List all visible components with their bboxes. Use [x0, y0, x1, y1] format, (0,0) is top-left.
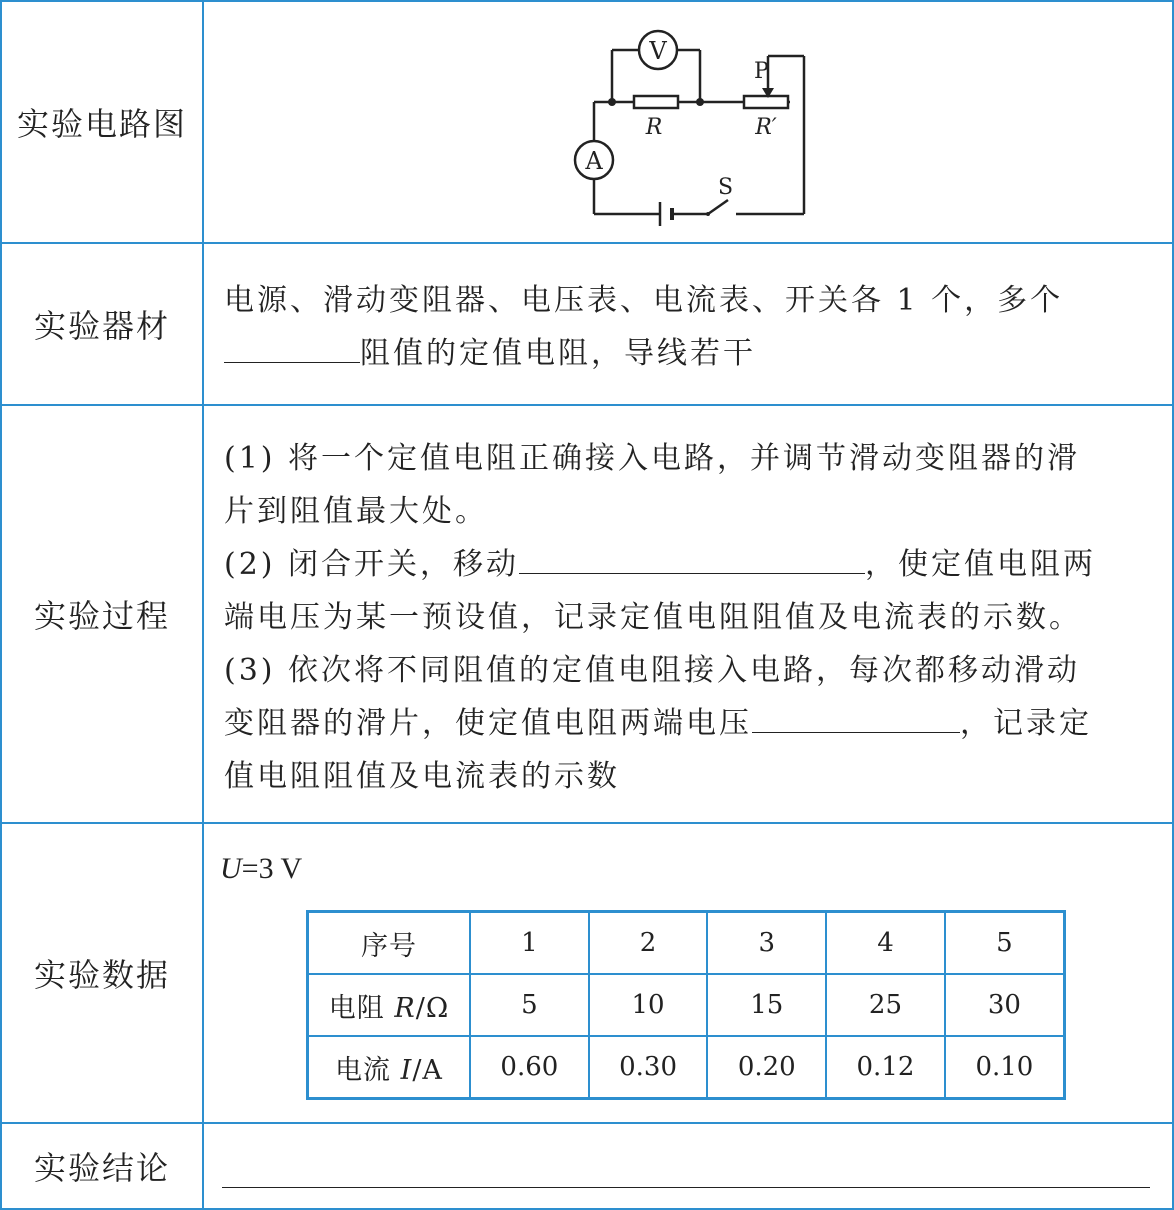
- resistor-label: R: [645, 115, 663, 140]
- rheostat-symbol: [744, 59, 788, 140]
- step2-text-after: ，使定值电阻两: [865, 547, 1097, 582]
- table-cell: 5: [470, 974, 589, 1036]
- answer-blank[interactable]: [519, 539, 865, 574]
- equipment-line-2: [224, 327, 1154, 380]
- data-cell: [204, 824, 1172, 1122]
- step3-line-3: 值电阻阻值及电流表的示数: [224, 759, 620, 794]
- label-process: 实验过程: [2, 406, 204, 822]
- table-cell: 0.20: [707, 1036, 826, 1099]
- label-data: 实验数据: [2, 824, 204, 1122]
- resistor-symbol: [634, 96, 678, 140]
- equipment-text: [224, 274, 1154, 380]
- junction-dot: [608, 98, 616, 106]
- equipment-cell: [204, 244, 1172, 404]
- table-cell: 5: [945, 912, 1065, 975]
- step3-text-after: ，记录定: [960, 706, 1092, 741]
- row-equipment: [2, 244, 1172, 406]
- process-text: [224, 432, 1154, 803]
- rheostat-label: R′: [755, 115, 777, 140]
- ammeter-symbol: [575, 141, 613, 179]
- switch-label: S: [718, 175, 734, 200]
- resistance-header-prefix: 电阻: [328, 992, 395, 1024]
- current-header: [308, 1036, 471, 1099]
- equipment-line-2-text: 阻值的定值电阻，导线若干: [360, 336, 756, 371]
- step1-line-2: 片到阻值最大处。: [224, 494, 488, 529]
- switch-pivot: [706, 212, 710, 216]
- voltage-value: =3 V: [241, 852, 303, 885]
- table-cell: 1: [470, 912, 589, 975]
- table-cell: 0.60: [470, 1036, 589, 1099]
- step3-text-before: 变阻器的滑片，使定值电阻两端电压: [224, 706, 752, 741]
- label-equipment: 实验器材: [2, 244, 204, 404]
- resistance-header-unit: /Ω: [415, 992, 450, 1024]
- voltage-var: U: [220, 852, 242, 885]
- resistance-header-var: R: [394, 992, 416, 1024]
- table-cell: 30: [945, 974, 1065, 1036]
- label-circuit: 实验电路图: [2, 2, 204, 242]
- step2-line-2: 端电压为某一预设值，记录定值电阻阻值及电流表的示数。: [224, 600, 1082, 635]
- table-row: [308, 1036, 1065, 1099]
- table-cell: 0.10: [945, 1036, 1065, 1099]
- index-header: 序号: [308, 912, 471, 975]
- step3-line-2: [224, 697, 1154, 750]
- voltage-label: [220, 852, 302, 886]
- table-row: [308, 974, 1065, 1036]
- current-header-prefix: 电流: [335, 1054, 401, 1086]
- answer-blank[interactable]: [224, 328, 360, 363]
- table-cell: 15: [707, 974, 826, 1036]
- voltmeter-symbol: [639, 31, 677, 69]
- table-cell: 0.30: [589, 1036, 708, 1099]
- conclusion-cell: [204, 1124, 1172, 1208]
- current-header-var: I: [400, 1054, 413, 1086]
- current-header-unit: /A: [412, 1054, 443, 1086]
- answer-blank[interactable]: [752, 698, 960, 733]
- table-cell: 10: [589, 974, 708, 1036]
- resistance-header: [308, 974, 471, 1036]
- table-cell: 0.12: [826, 1036, 945, 1099]
- row-circuit: [2, 2, 1172, 244]
- slider-label: P: [754, 59, 769, 84]
- table-cell: 2: [589, 912, 708, 975]
- table-cell: 3: [707, 912, 826, 975]
- voltmeter-label: V: [649, 37, 667, 65]
- table-cell: 25: [826, 974, 945, 1036]
- circuit-cell: [204, 2, 1172, 242]
- battery-symbol: [660, 202, 672, 226]
- row-conclusion: [2, 1124, 1172, 1208]
- row-process: [2, 406, 1172, 824]
- junction-dot: [696, 98, 704, 106]
- data-table: [306, 910, 1066, 1100]
- table-row: [308, 912, 1065, 975]
- step3-line-1: (3) 依次将不同阻值的定值电阻接入电路，每次都移动滑动: [224, 653, 1081, 688]
- process-cell: [204, 406, 1172, 822]
- equipment-line-1: 电源、滑动变阻器、电压表、电流表、开关各 1 个，多个: [224, 283, 1064, 318]
- label-conclusion: 实验结论: [2, 1124, 204, 1208]
- step1-line-1: (1) 将一个定值电阻正确接入电路，并调节滑动变阻器的滑: [224, 441, 1081, 476]
- step2-line-1: [224, 538, 1154, 591]
- conclusion-answer-line[interactable]: [222, 1187, 1150, 1188]
- table-cell: 4: [826, 912, 945, 975]
- circuit-diagram: [568, 22, 818, 232]
- step2-text-before: (2) 闭合开关，移动: [224, 547, 520, 582]
- row-data: [2, 824, 1172, 1124]
- ammeter-label: A: [585, 147, 603, 175]
